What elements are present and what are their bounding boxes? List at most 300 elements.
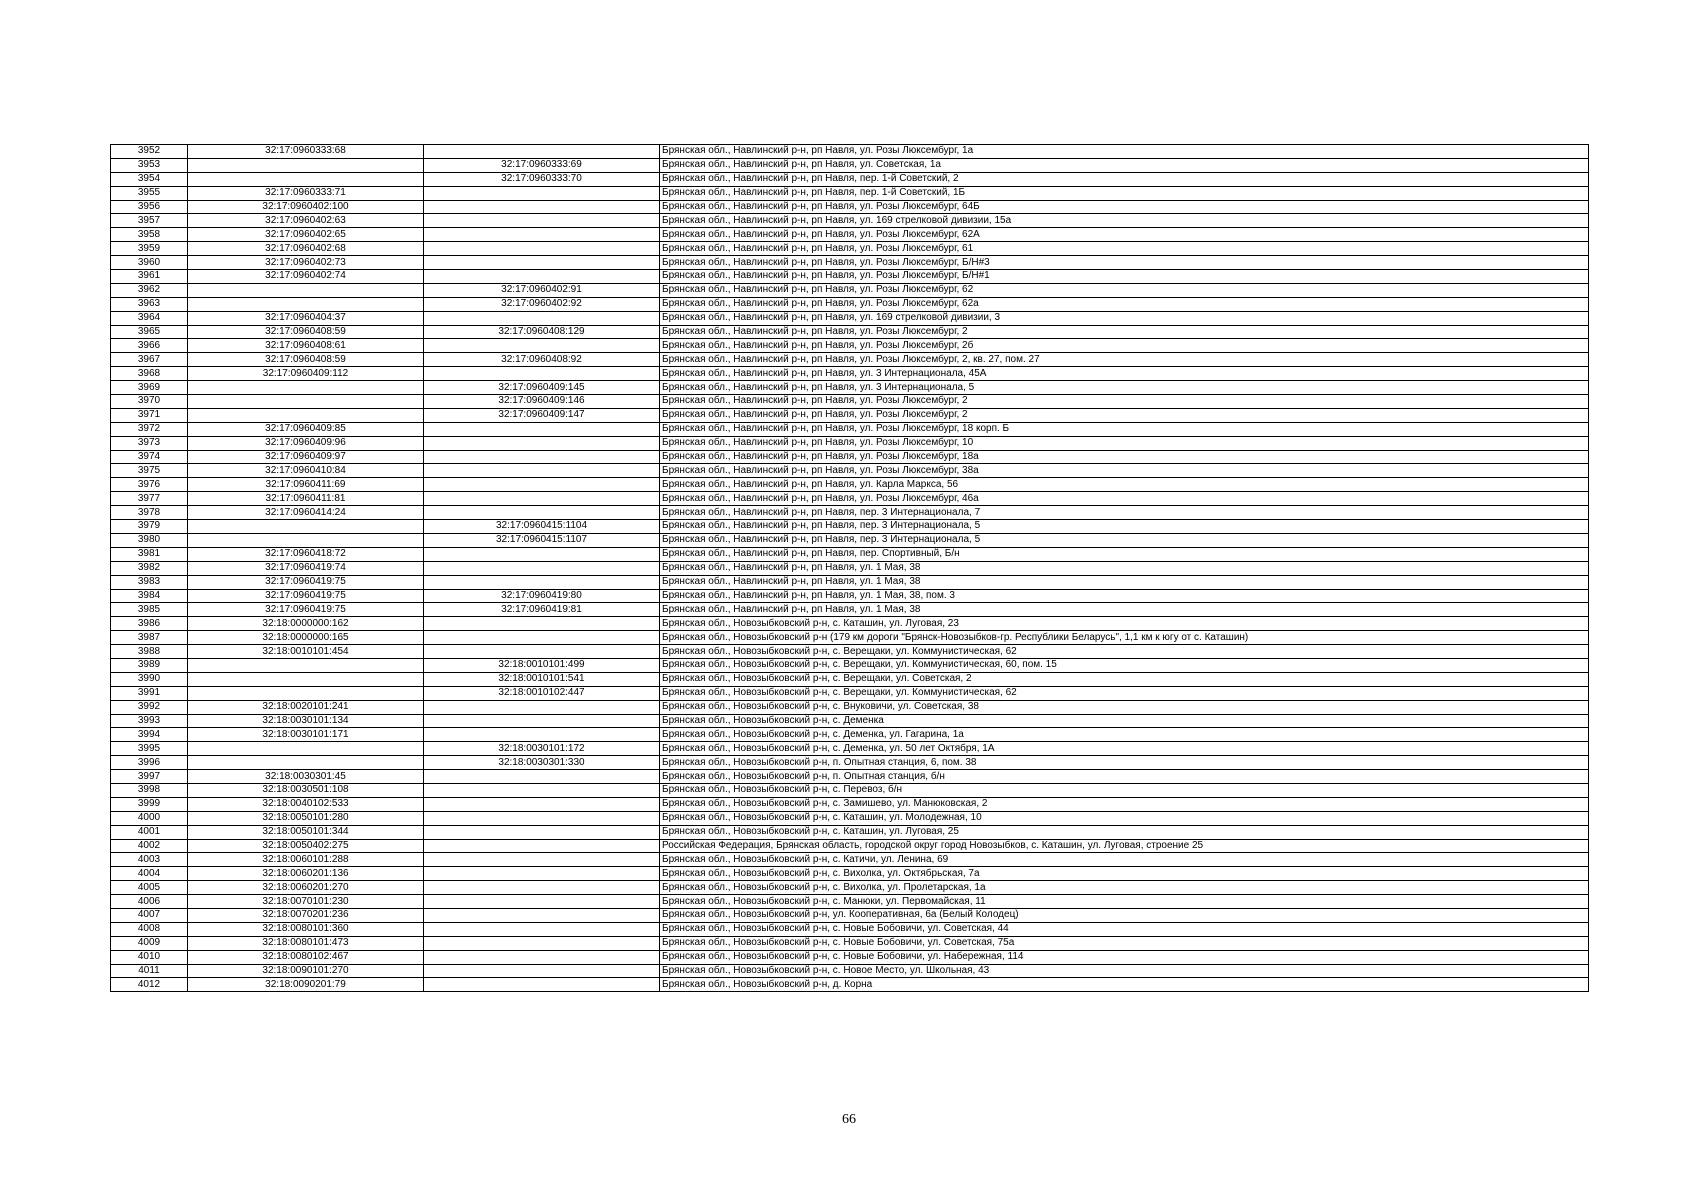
related-cadastral-number-cell	[424, 492, 660, 506]
table-row	[111, 881, 1589, 895]
table-row	[111, 728, 1589, 742]
row-number-cell: 4011	[111, 964, 188, 978]
related-cadastral-number-cell	[424, 617, 660, 631]
related-cadastral-number-cell: 32:17:0960409:145	[424, 381, 660, 395]
table-row	[111, 464, 1589, 478]
related-cadastral-number-cell: 32:17:0960415:1107	[424, 533, 660, 547]
address-cell: Брянская обл., Новозыбковский р-н, с. Новые Бобовичи, ул. Набережная, 114	[660, 950, 1589, 964]
row-number-cell: 3994	[111, 728, 188, 742]
address-cell: Брянская обл., Новозыбковский р-н, п. Опытная станция, 6, пом. 38	[660, 756, 1589, 770]
related-cadastral-number-cell: 32:17:0960415:1104	[424, 520, 660, 534]
table-row	[111, 658, 1589, 672]
cadastral-number-cell: 32:18:0080101:360	[188, 922, 424, 936]
address-cell: Брянская обл., Новозыбковский р-н, с. Новые Бобовичи, ул. Советская, 44	[660, 922, 1589, 936]
cadastral-number-cell: 32:17:0960402:68	[188, 242, 424, 256]
table-row	[111, 422, 1589, 436]
cadastral-number-cell: 32:17:0960409:96	[188, 436, 424, 450]
cadastral-number-cell: 32:18:0090101:270	[188, 964, 424, 978]
row-number-cell: 3955	[111, 186, 188, 200]
table-row	[111, 325, 1589, 339]
row-number-cell: 3976	[111, 478, 188, 492]
address-cell: Брянская обл., Навлинский р-н, рп Навля, пер. 3 Интернационала, 5	[660, 533, 1589, 547]
row-number-cell: 3992	[111, 700, 188, 714]
address-cell: Брянская обл., Навлинский р-н, рп Навля, ул. Розы Люксембург, 18а	[660, 450, 1589, 464]
table-row	[111, 686, 1589, 700]
address-cell: Брянская обл., Навлинский р-н, рп Навля, пер. 3 Интернационала, 5	[660, 520, 1589, 534]
table-row	[111, 297, 1589, 311]
address-cell: Брянская обл., Навлинский р-н, рп Навля, пер. 1-й Советский, 2	[660, 172, 1589, 186]
row-number-cell: 3996	[111, 756, 188, 770]
cadastral-number-cell: 32:17:0960408:59	[188, 325, 424, 339]
table-row	[111, 964, 1589, 978]
row-number-cell: 3967	[111, 353, 188, 367]
related-cadastral-number-cell: 32:17:0960408:92	[424, 353, 660, 367]
related-cadastral-number-cell: 32:17:0960402:92	[424, 297, 660, 311]
table-row	[111, 200, 1589, 214]
cadastral-number-cell: 32:17:0960333:71	[188, 186, 424, 200]
related-cadastral-number-cell	[424, 478, 660, 492]
cadastral-number-cell: 32:17:0960333:68	[188, 145, 424, 159]
cadastral-number-cell: 32:18:0050101:280	[188, 811, 424, 825]
row-number-cell: 3973	[111, 436, 188, 450]
related-cadastral-number-cell	[424, 714, 660, 728]
related-cadastral-number-cell	[424, 631, 660, 645]
address-cell: Брянская обл., Новозыбковский р-н, с. Катичи, ул. Ленина, 69	[660, 853, 1589, 867]
row-number-cell: 4001	[111, 825, 188, 839]
address-cell: Брянская обл., Новозыбковский р-н, с. Внуковичи, ул. Советская, 38	[660, 700, 1589, 714]
table-row	[111, 908, 1589, 922]
registry-table	[110, 144, 1589, 992]
row-number-cell: 3960	[111, 256, 188, 270]
table-row	[111, 311, 1589, 325]
table-row	[111, 617, 1589, 631]
related-cadastral-number-cell	[424, 825, 660, 839]
table-row	[111, 450, 1589, 464]
row-number-cell: 3975	[111, 464, 188, 478]
address-cell: Брянская обл., Навлинский р-н, рп Навля, ул. Розы Люксембург, 2б	[660, 339, 1589, 353]
table-row	[111, 797, 1589, 811]
table-row	[111, 867, 1589, 881]
cadastral-number-cell	[188, 158, 424, 172]
row-number-cell: 3989	[111, 658, 188, 672]
related-cadastral-number-cell: 32:18:0010101:499	[424, 658, 660, 672]
related-cadastral-number-cell	[424, 922, 660, 936]
address-cell: Брянская обл., Новозыбковский р-н, с. Вихолка, ул. Октябрьская, 7а	[660, 867, 1589, 881]
cadastral-number-cell: 32:17:0960419:75	[188, 575, 424, 589]
cadastral-number-cell: 32:18:0030101:171	[188, 728, 424, 742]
table-row	[111, 339, 1589, 353]
address-cell: Брянская обл., Новозыбковский р-н, с. Замишево, ул. Манюковская, 2	[660, 797, 1589, 811]
table-row	[111, 589, 1589, 603]
address-cell: Брянская обл., Новозыбковский р-н, с. Деменка	[660, 714, 1589, 728]
related-cadastral-number-cell	[424, 311, 660, 325]
cadastral-number-cell: 32:18:0030501:108	[188, 783, 424, 797]
related-cadastral-number-cell: 32:17:0960409:146	[424, 395, 660, 409]
table-row	[111, 533, 1589, 547]
address-cell: Брянская обл., Навлинский р-н, рп Навля, ул. Розы Люксембург, 62	[660, 283, 1589, 297]
row-number-cell: 3991	[111, 686, 188, 700]
row-number-cell: 3963	[111, 297, 188, 311]
registry-table-body	[111, 145, 1589, 992]
cadastral-number-cell: 32:18:0070101:230	[188, 895, 424, 909]
address-cell: Брянская обл., Навлинский р-н, рп Навля, ул. Розы Люксембург, 61	[660, 242, 1589, 256]
address-cell: Брянская обл., Навлинский р-н, рп Навля, ул. 169 стрелковой дивизии, 15а	[660, 214, 1589, 228]
related-cadastral-number-cell: 32:18:0010102:447	[424, 686, 660, 700]
cadastral-number-cell: 32:17:0960411:69	[188, 478, 424, 492]
address-cell: Брянская обл., Навлинский р-н, рп Навля, ул. Розы Люксембург, 64Б	[660, 200, 1589, 214]
cadastral-number-cell	[188, 672, 424, 686]
cadastral-number-cell	[188, 742, 424, 756]
row-number-cell: 3964	[111, 311, 188, 325]
cadastral-number-cell: 32:18:0030101:134	[188, 714, 424, 728]
cadastral-number-cell: 32:17:0960404:37	[188, 311, 424, 325]
table-row	[111, 839, 1589, 853]
cadastral-number-cell: 32:18:0050402:275	[188, 839, 424, 853]
address-cell: Брянская обл., Навлинский р-н, рп Навля, ул. 1 Мая, 38	[660, 575, 1589, 589]
related-cadastral-number-cell	[424, 186, 660, 200]
table-row	[111, 811, 1589, 825]
address-cell: Брянская обл., Новозыбковский р-н, с. Верещаки, ул. Коммунистическая, 62	[660, 686, 1589, 700]
table-row	[111, 228, 1589, 242]
related-cadastral-number-cell: 32:17:0960333:70	[424, 172, 660, 186]
related-cadastral-number-cell	[424, 964, 660, 978]
cadastral-number-cell	[188, 520, 424, 534]
row-number-cell: 3959	[111, 242, 188, 256]
row-number-cell: 3993	[111, 714, 188, 728]
cadastral-number-cell: 32:17:0960402:63	[188, 214, 424, 228]
related-cadastral-number-cell	[424, 895, 660, 909]
related-cadastral-number-cell	[424, 256, 660, 270]
related-cadastral-number-cell: 32:17:0960408:129	[424, 325, 660, 339]
table-row	[111, 645, 1589, 659]
address-cell: Брянская обл., Навлинский р-н, рп Навля, ул. 1 Мая, 38	[660, 561, 1589, 575]
table-row	[111, 186, 1589, 200]
row-number-cell: 3970	[111, 395, 188, 409]
address-cell: Брянская обл., Навлинский р-н, рп Навля, ул. Розы Люксембург, 2	[660, 408, 1589, 422]
row-number-cell: 3988	[111, 645, 188, 659]
row-number-cell: 3954	[111, 172, 188, 186]
table-row	[111, 922, 1589, 936]
table-row	[111, 353, 1589, 367]
row-number-cell: 4007	[111, 908, 188, 922]
cadastral-number-cell: 32:17:0960402:100	[188, 200, 424, 214]
address-cell: Брянская обл., Новозыбковский р-н, с. Перевоз, б/н	[660, 783, 1589, 797]
related-cadastral-number-cell	[424, 700, 660, 714]
row-number-cell: 4006	[111, 895, 188, 909]
cadastral-number-cell	[188, 283, 424, 297]
related-cadastral-number-cell: 32:18:0030301:330	[424, 756, 660, 770]
address-cell: Брянская обл., Новозыбковский р-н, с. Манюки, ул. Первомайская, 11	[660, 895, 1589, 909]
related-cadastral-number-cell	[424, 575, 660, 589]
row-number-cell: 3952	[111, 145, 188, 159]
row-number-cell: 3962	[111, 283, 188, 297]
cadastral-number-cell	[188, 533, 424, 547]
address-cell: Брянская обл., Навлинский р-н, рп Навля, ул. Розы Люксембург, 2	[660, 395, 1589, 409]
cadastral-number-cell: 32:17:0960418:72	[188, 547, 424, 561]
cadastral-number-cell: 32:17:0960409:85	[188, 422, 424, 436]
cadastral-number-cell: 32:17:0960408:61	[188, 339, 424, 353]
table-row	[111, 367, 1589, 381]
address-cell: Брянская обл., Навлинский р-н, рп Навля, ул. Розы Люксембург, Б/Н#1	[660, 270, 1589, 284]
table-row	[111, 395, 1589, 409]
row-number-cell: 3956	[111, 200, 188, 214]
cadastral-number-cell: 32:17:0960414:24	[188, 506, 424, 520]
related-cadastral-number-cell	[424, 936, 660, 950]
related-cadastral-number-cell: 32:18:0010101:541	[424, 672, 660, 686]
table-row	[111, 825, 1589, 839]
table-row	[111, 478, 1589, 492]
cadastral-number-cell: 32:18:0080102:467	[188, 950, 424, 964]
address-cell: Брянская обл., Навлинский р-н, рп Навля, ул. Розы Люксембург, 1а	[660, 145, 1589, 159]
address-cell: Брянская обл., Навлинский р-н, рп Навля, ул. Розы Люксембург, 62А	[660, 228, 1589, 242]
related-cadastral-number-cell	[424, 339, 660, 353]
row-number-cell: 3995	[111, 742, 188, 756]
row-number-cell: 3981	[111, 547, 188, 561]
related-cadastral-number-cell	[424, 367, 660, 381]
address-cell: Брянская обл., Новозыбковский р-н, с. Деменка, ул. 50 лет Октября, 1А	[660, 742, 1589, 756]
table-row	[111, 978, 1589, 992]
table-row	[111, 603, 1589, 617]
cadastral-number-cell: 32:17:0960402:74	[188, 270, 424, 284]
related-cadastral-number-cell	[424, 145, 660, 159]
table-row	[111, 408, 1589, 422]
cadastral-number-cell: 32:18:0000000:162	[188, 617, 424, 631]
cadastral-number-cell: 32:17:0960402:65	[188, 228, 424, 242]
address-cell: Брянская обл., Новозыбковский р-н (179 км дороги "Брянск-Новозыбков-гр. Республики Беларусь", 1,1 км к югу от с. Каташин)	[660, 631, 1589, 645]
cadastral-number-cell	[188, 297, 424, 311]
related-cadastral-number-cell	[424, 242, 660, 256]
related-cadastral-number-cell: 32:17:0960409:147	[424, 408, 660, 422]
table-row	[111, 492, 1589, 506]
address-cell: Брянская обл., Новозыбковский р-н, д. Корна	[660, 978, 1589, 992]
related-cadastral-number-cell: 32:18:0030101:172	[424, 742, 660, 756]
table-row	[111, 895, 1589, 909]
table-row	[111, 172, 1589, 186]
address-cell: Брянская обл., Навлинский р-н, рп Навля, ул. Карла Маркса, 56	[660, 478, 1589, 492]
page-number: 66	[842, 1112, 856, 1127]
table-row	[111, 853, 1589, 867]
related-cadastral-number-cell	[424, 811, 660, 825]
address-cell: Брянская обл., Навлинский р-н, рп Навля, ул. 169 стрелковой дивизии, 3	[660, 311, 1589, 325]
related-cadastral-number-cell	[424, 422, 660, 436]
row-number-cell: 3957	[111, 214, 188, 228]
row-number-cell: 3961	[111, 270, 188, 284]
row-number-cell: 4008	[111, 922, 188, 936]
table-row	[111, 936, 1589, 950]
address-cell: Брянская обл., Новозыбковский р-н, с. Новые Бобовичи, ул. Советская, 75а	[660, 936, 1589, 950]
related-cadastral-number-cell	[424, 867, 660, 881]
table-row	[111, 770, 1589, 784]
address-cell: Брянская обл., Новозыбковский р-н, с. Каташин, ул. Луговая, 23	[660, 617, 1589, 631]
address-cell: Брянская обл., Навлинский р-н, рп Навля, ул. 3 Интернационала, 5	[660, 381, 1589, 395]
cadastral-number-cell: 32:17:0960411:81	[188, 492, 424, 506]
cadastral-number-cell	[188, 658, 424, 672]
row-number-cell: 3958	[111, 228, 188, 242]
cadastral-number-cell: 32:18:0050101:344	[188, 825, 424, 839]
address-cell: Брянская обл., Навлинский р-н, рп Навля, ул. Розы Люксембург, Б/Н#3	[660, 256, 1589, 270]
related-cadastral-number-cell	[424, 200, 660, 214]
row-number-cell: 3987	[111, 631, 188, 645]
table-row	[111, 950, 1589, 964]
related-cadastral-number-cell	[424, 853, 660, 867]
address-cell: Брянская обл., Навлинский р-н, рп Навля, ул. 3 Интернационала, 45А	[660, 367, 1589, 381]
related-cadastral-number-cell	[424, 436, 660, 450]
cadastral-number-cell: 32:18:0010101:454	[188, 645, 424, 659]
cadastral-number-cell	[188, 408, 424, 422]
related-cadastral-number-cell	[424, 270, 660, 284]
table-row	[111, 381, 1589, 395]
cadastral-number-cell: 32:18:0090201:79	[188, 978, 424, 992]
related-cadastral-number-cell	[424, 950, 660, 964]
table-row	[111, 783, 1589, 797]
row-number-cell: 3998	[111, 783, 188, 797]
address-cell: Брянская обл., Навлинский р-н, рп Навля, ул. Розы Люксембург, 18 корп. Б	[660, 422, 1589, 436]
row-number-cell: 4005	[111, 881, 188, 895]
related-cadastral-number-cell	[424, 228, 660, 242]
cadastral-number-cell: 32:18:0040102:533	[188, 797, 424, 811]
cadastral-number-cell: 32:18:0060201:136	[188, 867, 424, 881]
address-cell: Брянская обл., Навлинский р-н, рп Навля, ул. Розы Люксембург, 62а	[660, 297, 1589, 311]
related-cadastral-number-cell: 32:17:0960419:81	[424, 603, 660, 617]
cadastral-number-cell	[188, 756, 424, 770]
address-cell: Брянская обл., Новозыбковский р-н, с. Новое Место, ул. Школьная, 43	[660, 964, 1589, 978]
address-cell: Брянская обл., Новозыбковский р-н, п. Опытная станция, б/н	[660, 770, 1589, 784]
address-cell: Брянская обл., Навлинский р-н, рп Навля, ул. 1 Мая, 38, пом. 3	[660, 589, 1589, 603]
table-row	[111, 145, 1589, 159]
related-cadastral-number-cell	[424, 464, 660, 478]
address-cell: Брянская обл., Навлинский р-н, рп Навля, ул. Розы Люксембург, 10	[660, 436, 1589, 450]
table-row	[111, 575, 1589, 589]
address-cell: Брянская обл., Навлинский р-н, рп Навля, ул. Розы Люксембург, 2, кв. 27, пом. 27	[660, 353, 1589, 367]
row-number-cell: 3997	[111, 770, 188, 784]
related-cadastral-number-cell: 32:17:0960402:91	[424, 283, 660, 297]
cadastral-number-cell	[188, 395, 424, 409]
table-row	[111, 158, 1589, 172]
cadastral-number-cell: 32:18:0030301:45	[188, 770, 424, 784]
address-cell: Брянская обл., Новозыбковский р-н, с. Вихолка, ул. Пролетарская, 1а	[660, 881, 1589, 895]
row-number-cell: 4003	[111, 853, 188, 867]
related-cadastral-number-cell	[424, 561, 660, 575]
row-number-cell: 3953	[111, 158, 188, 172]
table-row	[111, 506, 1589, 520]
related-cadastral-number-cell	[424, 881, 660, 895]
related-cadastral-number-cell	[424, 214, 660, 228]
cadastral-number-cell: 32:17:0960419:75	[188, 589, 424, 603]
row-number-cell: 3983	[111, 575, 188, 589]
cadastral-number-cell: 32:18:0070201:236	[188, 908, 424, 922]
cadastral-number-cell: 32:17:0960409:112	[188, 367, 424, 381]
table-row	[111, 520, 1589, 534]
row-number-cell: 3986	[111, 617, 188, 631]
related-cadastral-number-cell	[424, 450, 660, 464]
row-number-cell: 3978	[111, 506, 188, 520]
cadastral-number-cell: 32:17:0960408:59	[188, 353, 424, 367]
table-row	[111, 214, 1589, 228]
cadastral-number-cell: 32:18:0080101:473	[188, 936, 424, 950]
table-row	[111, 242, 1589, 256]
row-number-cell: 3982	[111, 561, 188, 575]
cadastral-number-cell: 32:17:0960402:73	[188, 256, 424, 270]
row-number-cell: 3980	[111, 533, 188, 547]
row-number-cell: 4000	[111, 811, 188, 825]
table-row	[111, 283, 1589, 297]
address-cell: Российская Федерация, Брянская область, городской округ город Новозыбков, с. Каташин, ул. Луговая, строение 25	[660, 839, 1589, 853]
cadastral-number-cell: 32:18:0060201:270	[188, 881, 424, 895]
address-cell: Брянская обл., Навлинский р-н, рп Навля, пер. 3 Интернационала, 7	[660, 506, 1589, 520]
related-cadastral-number-cell	[424, 978, 660, 992]
address-cell: Брянская обл., Навлинский р-н, рп Навля, ул. Розы Люксембург, 38а	[660, 464, 1589, 478]
address-cell: Брянская обл., Новозыбковский р-н, ул. Кооперативная, 6а (Белый Колодец)	[660, 908, 1589, 922]
row-number-cell: 4012	[111, 978, 188, 992]
table-row	[111, 561, 1589, 575]
cadastral-number-cell: 32:17:0960419:75	[188, 603, 424, 617]
cadastral-number-cell: 32:18:0020101:241	[188, 700, 424, 714]
address-cell: Брянская обл., Навлинский р-н, рп Навля, ул. 1 Мая, 38	[660, 603, 1589, 617]
cadastral-number-cell: 32:17:0960410:84	[188, 464, 424, 478]
cadastral-number-cell: 32:18:0000000:165	[188, 631, 424, 645]
row-number-cell: 3969	[111, 381, 188, 395]
row-number-cell: 3979	[111, 520, 188, 534]
address-cell: Брянская обл., Новозыбковский р-н, с. Деменка, ул. Гагарина, 1а	[660, 728, 1589, 742]
related-cadastral-number-cell: 32:17:0960419:80	[424, 589, 660, 603]
table-row	[111, 631, 1589, 645]
related-cadastral-number-cell	[424, 797, 660, 811]
row-number-cell: 4009	[111, 936, 188, 950]
row-number-cell: 4010	[111, 950, 188, 964]
cadastral-number-cell: 32:17:0960419:74	[188, 561, 424, 575]
row-number-cell: 3968	[111, 367, 188, 381]
related-cadastral-number-cell	[424, 908, 660, 922]
table-row	[111, 742, 1589, 756]
related-cadastral-number-cell: 32:17:0960333:69	[424, 158, 660, 172]
table-row	[111, 756, 1589, 770]
address-cell: Брянская обл., Навлинский р-н, рп Навля, пер. 1-й Советский, 1Б	[660, 186, 1589, 200]
row-number-cell: 3977	[111, 492, 188, 506]
address-cell: Брянская обл., Новозыбковский р-н, с. Верещаки, ул. Советская, 2	[660, 672, 1589, 686]
address-cell: Брянская обл., Навлинский р-н, рп Навля, пер. Спортивный, Б/н	[660, 547, 1589, 561]
related-cadastral-number-cell	[424, 770, 660, 784]
row-number-cell: 3974	[111, 450, 188, 464]
row-number-cell: 3984	[111, 589, 188, 603]
row-number-cell: 4004	[111, 867, 188, 881]
related-cadastral-number-cell	[424, 783, 660, 797]
cadastral-number-cell	[188, 686, 424, 700]
row-number-cell: 3972	[111, 422, 188, 436]
address-cell: Брянская обл., Навлинский р-н, рп Навля, ул. Советская, 1а	[660, 158, 1589, 172]
cadastral-number-cell: 32:18:0060101:288	[188, 853, 424, 867]
table-row	[111, 700, 1589, 714]
row-number-cell: 3990	[111, 672, 188, 686]
address-cell: Брянская обл., Новозыбковский р-н, с. Верещаки, ул. Коммунистическая, 60, пом. 15	[660, 658, 1589, 672]
cadastral-number-cell: 32:17:0960409:97	[188, 450, 424, 464]
row-number-cell: 3971	[111, 408, 188, 422]
address-cell: Брянская обл., Навлинский р-н, рп Навля, ул. Розы Люксембург, 2	[660, 325, 1589, 339]
related-cadastral-number-cell	[424, 547, 660, 561]
table-row	[111, 436, 1589, 450]
row-number-cell: 4002	[111, 839, 188, 853]
address-cell: Брянская обл., Новозыбковский р-н, с. Каташин, ул. Молодежная, 10	[660, 811, 1589, 825]
related-cadastral-number-cell	[424, 645, 660, 659]
table-row	[111, 714, 1589, 728]
related-cadastral-number-cell	[424, 506, 660, 520]
related-cadastral-number-cell	[424, 839, 660, 853]
row-number-cell: 3985	[111, 603, 188, 617]
row-number-cell: 3965	[111, 325, 188, 339]
cadastral-number-cell	[188, 381, 424, 395]
cadastral-number-cell	[188, 172, 424, 186]
table-row	[111, 256, 1589, 270]
row-number-cell: 3999	[111, 797, 188, 811]
